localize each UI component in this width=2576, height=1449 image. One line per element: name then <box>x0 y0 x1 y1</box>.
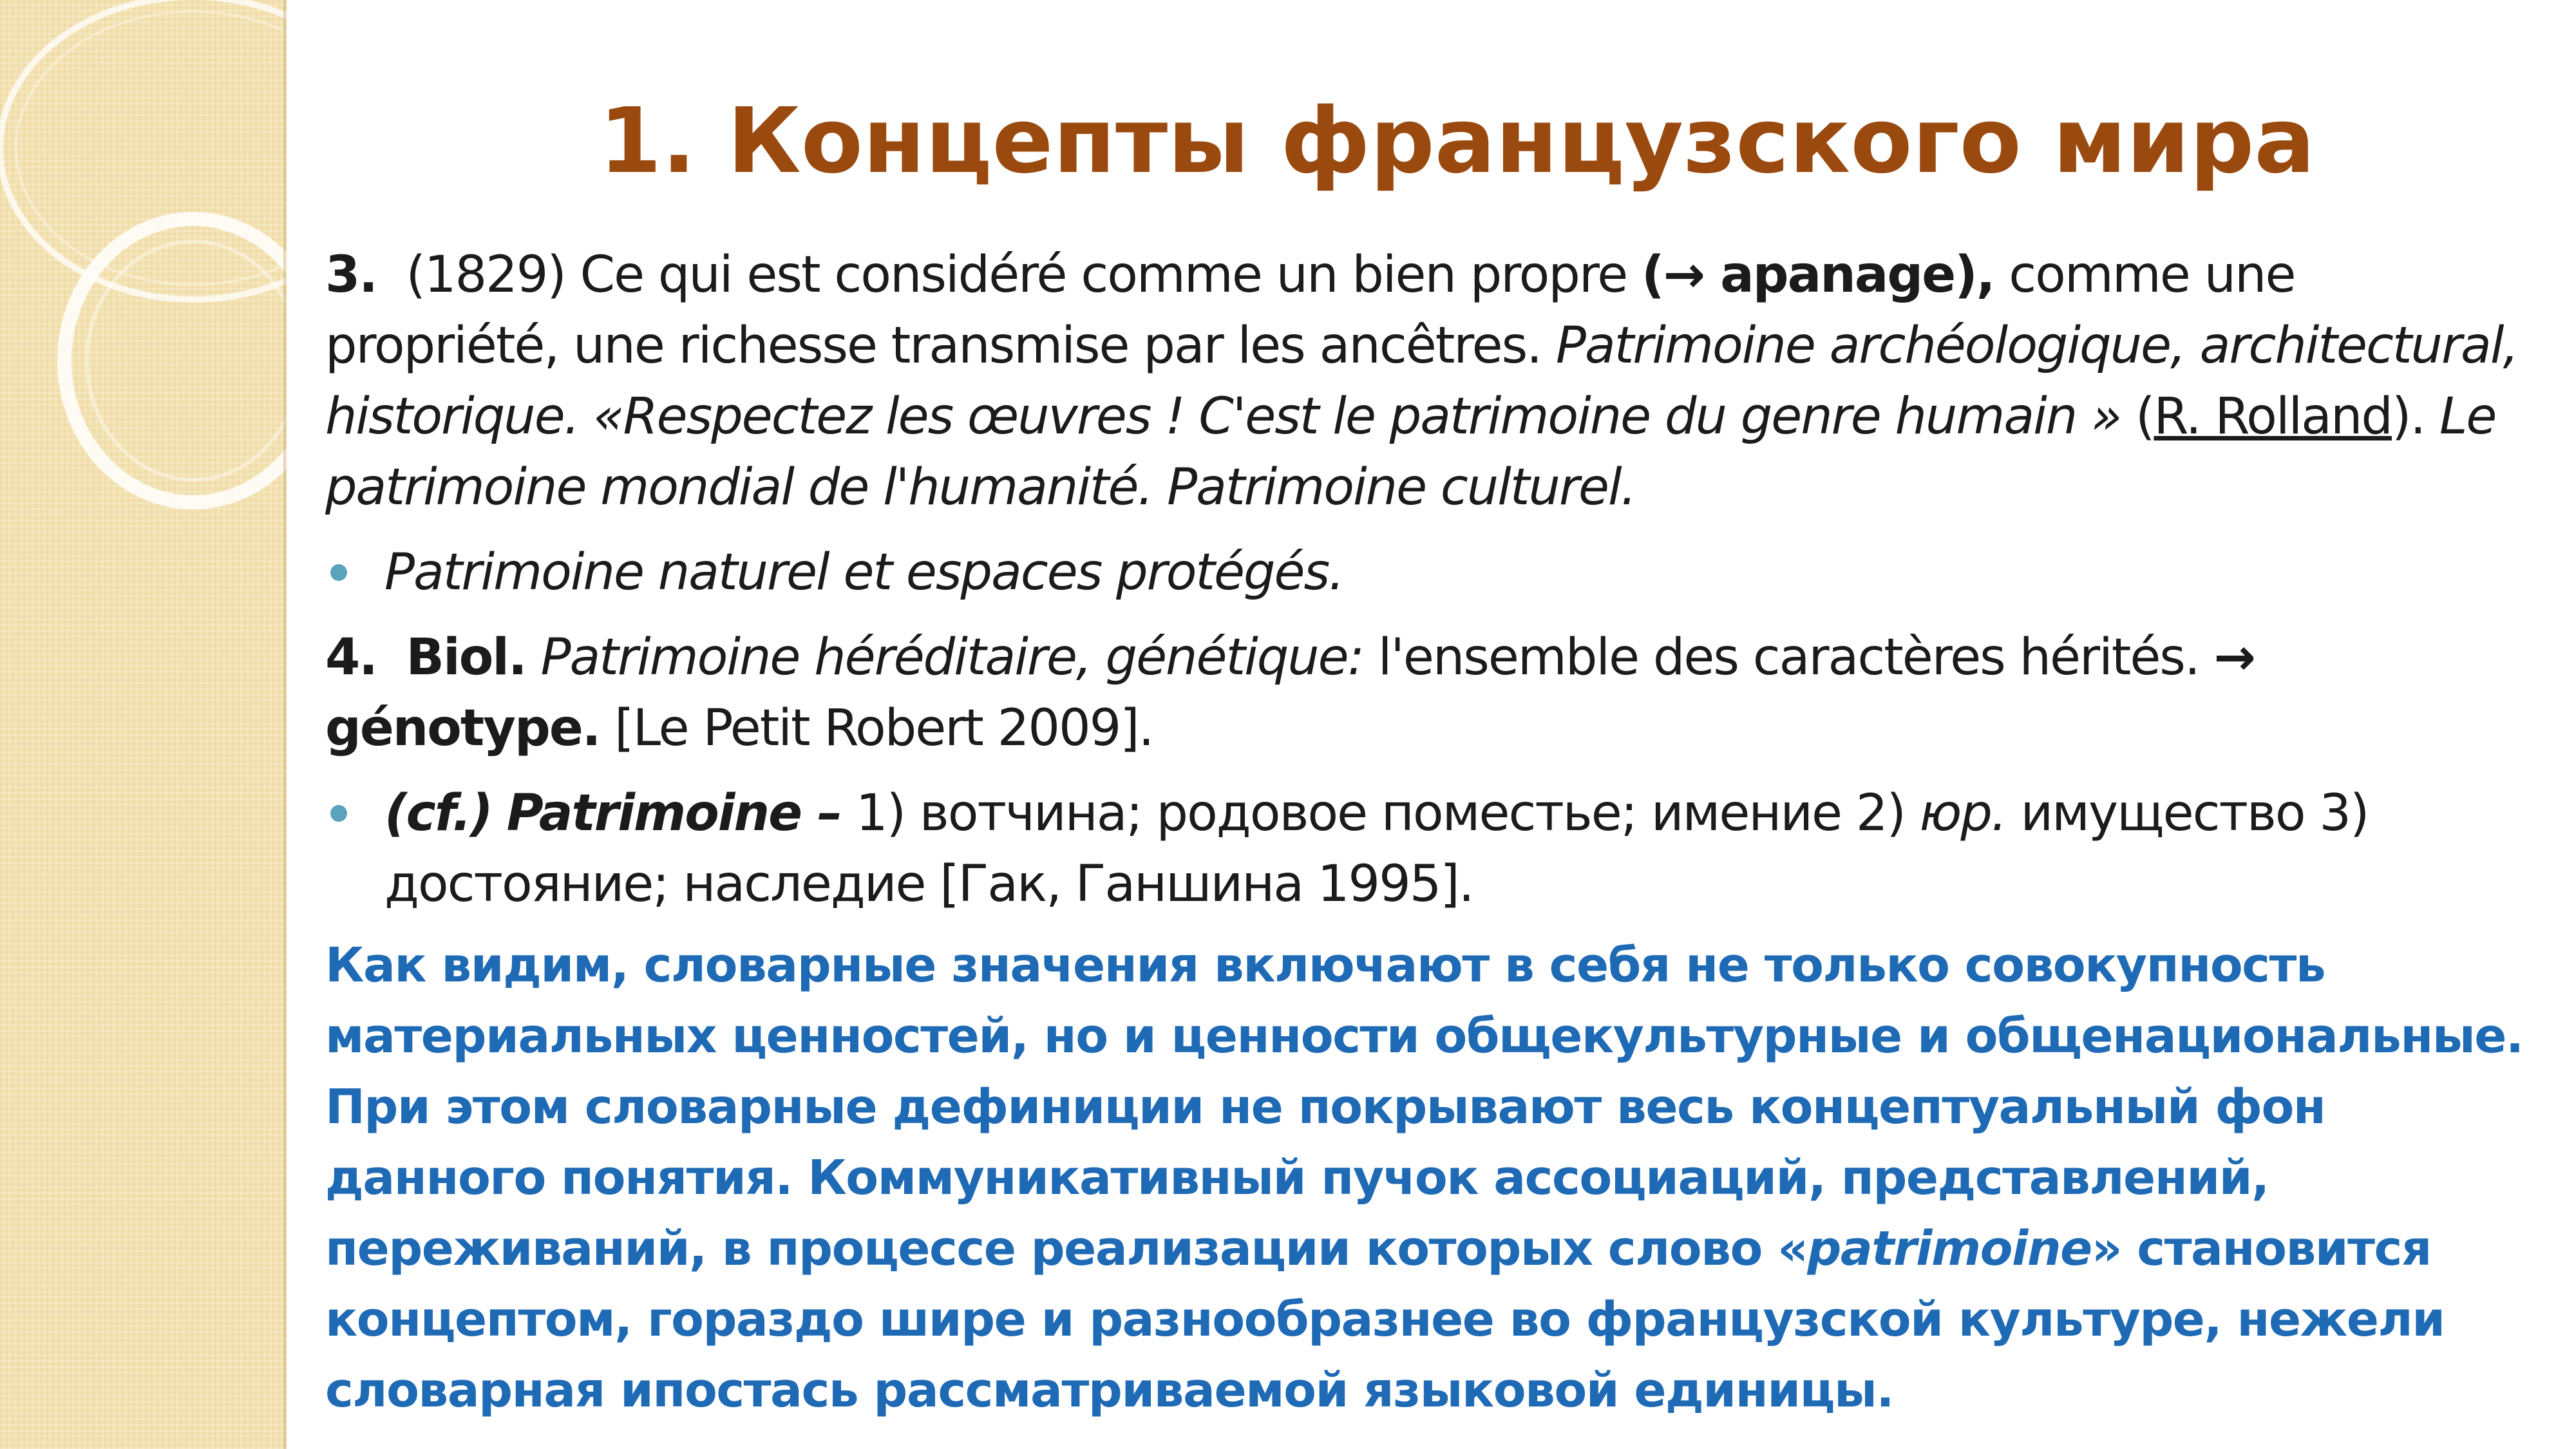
decorative-rings <box>0 0 287 1449</box>
def3-example1: Patrimoine archéologique, architectural, historique. «Respectez les œuvres ! C'est le patrimoine du genre humain » <box>325 317 2518 446</box>
conclusion-paragraph <box>325 930 2534 1426</box>
definition-3 <box>325 240 2534 523</box>
bullet-item-2 <box>325 778 2534 920</box>
bullet2-cf: (cf.) <box>384 784 492 842</box>
def4-domain: Biol. <box>406 629 526 687</box>
source-link-rolland[interactable]: R. Rolland <box>2154 388 2392 446</box>
slide-title: 1. Концепты французского мира <box>599 89 2315 194</box>
bullet2-text1: 1) вотчина; родовое поместье; имение 2) <box>855 784 1905 842</box>
def4-source: [Le Petit Robert 2009]. <box>614 699 1153 757</box>
def4-text: l'ensemble des caractères hérités. <box>1378 629 2199 687</box>
conclusion-term: patrimoine <box>1807 1221 2092 1276</box>
def3-number: 3. <box>325 246 377 304</box>
slide-content <box>325 240 2534 1426</box>
def4-crossref: → génotype. <box>325 629 2255 757</box>
bullet2-term: Patrimoine – <box>506 784 842 842</box>
decorative-side-panel <box>0 0 287 1449</box>
bullet-dot-icon <box>330 805 347 822</box>
def3-text1: Ce qui est considéré comme un bien propre <box>580 246 1627 304</box>
bullet1-text: Patrimoine naturel et espaces protégés. <box>384 544 1343 601</box>
side-panel-edge <box>283 0 287 1449</box>
bullet-item-1 <box>325 537 2534 608</box>
def3-example2: Le patrimoine mondial de l'humanité. Patrimoine culturel. <box>325 388 2496 516</box>
bullet2-text2: имущество 3) достояние; наследие [Гак, Ганшина 1995]. <box>384 784 2369 913</box>
conclusion-part1: Как видим, словарные значения включают в себя не только совокупность материальных ценностей, но и ценности общекультурные и общенациональные. При этом словарные дефиниции не покрывают весь концептуальный фон данного понятия. Коммуникативный пучок ассоциаций, представлений, переживаний, в процессе реализации которых слово « <box>325 938 2523 1276</box>
def3-text2: comme une propriété, une richesse transmise par les ancêtres. <box>325 246 2295 375</box>
bullet-dot-icon <box>330 564 347 581</box>
def4-example: Patrimoine héréditaire, génétique: <box>540 629 1363 687</box>
def4-number: 4. <box>325 629 377 687</box>
def3-crossref: (→ apanage), <box>1641 246 1994 304</box>
bullet2-jur: юр. <box>1919 784 2006 842</box>
def3-source-close: ). <box>2391 388 2425 446</box>
conclusion-part2: » становится концептом, гораздо шире и разнообразнее во французской культуре, нежели словарная ипостась рассматриваемой языковой единицы. <box>325 1221 2445 1418</box>
def3-source-open: ( <box>2135 388 2154 446</box>
definition-4 <box>325 622 2534 764</box>
def3-year: (1829) <box>406 246 565 304</box>
